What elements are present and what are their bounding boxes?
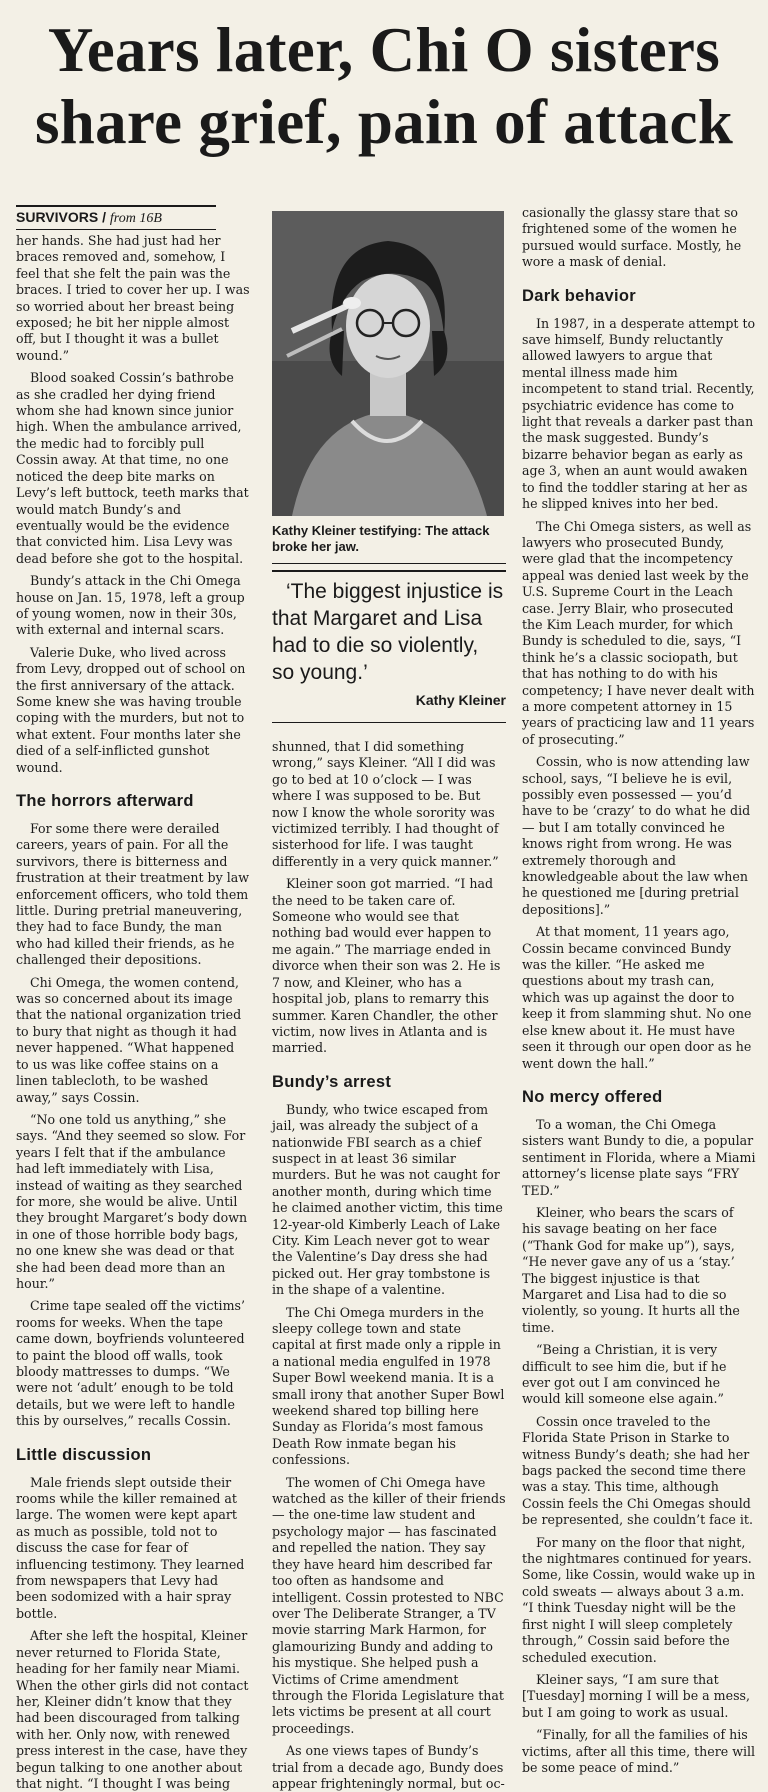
jump-from: from 16B xyxy=(109,211,162,226)
paragraph: Crime tape sealed off the victims’ rooms for weeks. When the tape came down, boyfriends volunteered to paint the blood off walls, took bloody mattresses to dumps. “We were not ‘adult’ enough to be told details, but we were left to handle this by ourselves,” recalls Cossin. xyxy=(16,1298,245,1429)
paragraph: As one views tapes of Bundy’s trial from a decade ago, Bundy does appear frighteningly normal, but oc- xyxy=(272,1743,505,1791)
paragraph: Cossin once traveled to the Florida State Prison in Starke to witness Bundy’s death; she had her bags packed the second time there was a stay. This time, although Cossin feels the Chi Omegas should be represented, she couldn’t face it. xyxy=(522,1413,753,1528)
column-1 xyxy=(16,205,250,1791)
paragraph: her hands. She had just had her braces removed and, somehow, I feel that she felt the pain was the braces. I tried to cover her up. I was so worried about her breast being exposed; he bit her nipple almost off, but I thought it was a bullet wound.” xyxy=(16,233,250,363)
photo-caption: Kathy Kleiner testifying: The attack broke her jaw. xyxy=(272,523,506,564)
paragraph: “Being a Christian, it is very difficult to see him die, but if he ever got out I am convinced he would kill someone else again.” xyxy=(522,1342,727,1407)
paragraph: “Finally, for all the families of his victims, after all this time, there will be some peace of mind.” xyxy=(522,1727,756,1775)
paragraph: The Chi Omega murders in the sleepy college town and state capital at first made only a ripple in a national media engulfed in 1978 Super Bowl weekend mania. It is a small irony that another Super Bowl weekend shared top billing here Sunday as Florida’s most famous Death Row inmate began his confessions. xyxy=(272,1304,505,1468)
paragraph: For some there were derailed careers, years of pain. For all the survivors, there is bitterness and frustration at their treatment by law enforcement officers, who told them little. During pretrial maneuvering, they had to face Bundy, the man who had killed their friends, as he challenged their depositions. xyxy=(16,821,250,968)
subhead-horrors-afterward: The horrors afterward xyxy=(16,792,194,810)
paragraph: Chi Omega, the women contend, was so concerned about its image that the national organization tried to bury that night as though it had never happened. “What happened to us was like coffee stains on a linen tablecloth, to be washed away,” says Cossin. xyxy=(16,974,242,1105)
paragraph: Blood soaked Cossin’s bathrobe as she cradled her dying friend whom she had known since junior high. When the ambulance arrived, the medic had to forcibly pull Cossin away. At that time, no one noticed the deep bite marks on Levy’s left buttock, teeth marks that would match Bundy’s and eventually would be the evidence that convicted him. Lisa Levy was dead before she got to the hospital. xyxy=(16,370,249,566)
jump-section: SURVIVORS xyxy=(16,209,99,225)
paragraph: shunned, that I did something wrong,” says Kleiner. “All I did was go to bed at 10 o’clock — I was where I was supposed to be. But now I know the whole sorority was victimized terribly. I had thought of sisterhood for life. I was taught differently in a very quick manner.” xyxy=(272,739,499,869)
paragraph: The Chi Omega sisters, as well as lawyers who prosecuted Bundy, were glad that the incompetency appeal was denied last week by the U.S. Supreme Court in the Leach case. Jerry Blair, who prosecuted the Kim Leach murder, for which Bundy is scheduled to die, says, “I think he’s a classic sociopath, but that has nothing to do with his competency; I have never dealt with a more competent attorney in 15 years of practicing law and 11 years of prosecuting.” xyxy=(522,518,755,747)
paragraph: To a woman, the Chi Omega sisters want Bundy to die, a popular sentiment in Florida, where a Miami attorney’s license plate says “FRY TED.” xyxy=(522,1116,756,1198)
pull-quote-attribution: Kathy Kleiner xyxy=(272,692,506,723)
subhead-dark-behavior: Dark behavior xyxy=(522,286,636,305)
paragraph: Valerie Duke, who lived across from Levy, dropped out of school on the first anniversary of the attack. Some knew she was having trouble coping with the murders, but not to what extent. Four months later she died of a self-inflicted gunshot wound. xyxy=(16,644,246,775)
photo-illustration xyxy=(272,211,504,516)
subhead-bundys-arrest: Bundy’s arrest xyxy=(272,1072,392,1091)
headline: Years later, Chi O sisters share grief, pain of attack xyxy=(34,15,734,157)
paragraph: For many on the floor that night, the nightmares continued for years. Some, like Cossin, would wake up in cold sweats — always about 3 a.m. “I think Tuesday night will be the first night I will sleep completely through,” Cossin said before the scheduled execution. xyxy=(522,1534,756,1665)
paragraph: casionally the glassy stare that so frightened some of the women he pursued would surface. Mostly, he wore a mask of denial. xyxy=(522,205,742,270)
paragraph: After she left the hospital, Kleiner never returned to Florida State, heading for her family near Miami. When the other girls did not contact her, Kleiner didn’t know that they had been discouraged from talking with her. Only now, with renewed press interest in the case, have they begun talking to one another about that night. “I thought I was being xyxy=(16,1628,249,1791)
paragraph: Male friends slept outside their rooms while the killer remained at large. The women were kept apart as much as possible, told not to discuss the case for fear of influencing testimony. They learned from newspapers that Levy had been sodomized with a hair spray bottle. xyxy=(16,1474,245,1621)
column-2 xyxy=(272,739,506,1791)
paragraph: Kleiner soon got married. “I had the need to be taken care of. Someone who would see that nothing bad would ever happen to me again.” The marriage ended in divorce when their son was 2. He is 7 now, and Kleiner, who has a hospital job, plans to remarry this summer. Karen Chandler, the other victim, now lives in Atlanta and is married. xyxy=(272,876,501,1056)
paragraph: Bundy, who twice escaped from jail, was already the subject of a nationwide FBI search as a chief suspect in at least 36 similar murders. But he was not caught for another month, during which time he claimed another victim, this time 12-year-old Kimberly Leach of Lake City. Kim Leach never got to wear the Valentine’s Day dress she had picked out. Her gray tombstone is in the shape of a valentine. xyxy=(272,1101,503,1298)
column-3 xyxy=(522,205,756,1775)
pull-quote-text: ‘The biggest injustice is that Margaret and Lisa had to die so violently, so young.’ xyxy=(272,580,504,684)
subhead-no-mercy-offered: No mercy offered xyxy=(522,1087,663,1106)
paragraph: In 1987, in a desperate attempt to save himself, Bundy reluctantly allowed lawyers to argue that mental illness made him incompetent to stand trial. Recently, psychiatric evidence has come to light that reveals a darker past than the mask suggested. Bundy’s bizarre behavior began as early as age 3, when an aunt would awaken to find the toddler staring at her as he slipped knives into her bed. xyxy=(522,315,756,512)
pull-quote xyxy=(272,570,506,723)
paragraph: The women of Chi Omega have watched as the killer of their friends — the one-time law student and psychology major — has fascinated and repelled the nation. They say they have heard him described far too often as handsome and intelligent. Cossin protested to NBC over The Deliberate Stranger, a TV movie starring Mark Harmon, for glamourizing Bundy and adding to his mystique. She helped push a Victims of Crime amendment through the Florida Legislature that lets victims be present at all court proceedings. xyxy=(272,1474,506,1736)
jump-label: SURVIVORS / from 16B xyxy=(16,205,216,230)
paragraph: At that moment, 11 years ago, Cossin became convinced Bundy was the killer. “He asked me questions about my trash can, which was up against the door to keep it from slamming shut. No one else knew about it. He must have seen it through our open door as he went down the hall.” xyxy=(522,924,752,1071)
paragraph: Kleiner says, “I am sure that [Tuesday] morning I will be a mess, but I am going to work as usual. xyxy=(522,1671,750,1720)
paragraph: “No one told us anything,” she says. “And they seemed so slow. For years I felt that if the ambulance had left immediately with Lisa, instead of waiting as they searched for more, she would be alive. Until they brought Margaret’s body down in one of those horrible body bags, no one knew she was dead or that she had been dead more than an hour.” xyxy=(16,1111,248,1291)
paragraph: Kleiner, who bears the scars of his savage beating on her face (“Thank God for make up”), says, “He never gave any of us a ‘stay.’ The biggest injustice is that Margaret and Lisa had to die so violently, so young. It hurts all the time. xyxy=(522,1204,740,1335)
paragraph: Cossin, who is now attending law school, says, “I believe he is evil, possibly even possessed — you’d have to be ‘crazy’ to do what he did — but I am totally convinced he knows right from wrong. He was extremely thorough and knowledgeable about the law when he questioned me [during pretrial depositions].” xyxy=(522,754,751,917)
photo-kathy-kleiner xyxy=(272,211,504,516)
subhead-little-discussion: Little discussion xyxy=(16,1445,152,1464)
paragraph: Bundy’s attack in the Chi Omega house on Jan. 15, 1978, left a group of young women, now in their 30s, with external and internal scars. xyxy=(16,573,245,638)
